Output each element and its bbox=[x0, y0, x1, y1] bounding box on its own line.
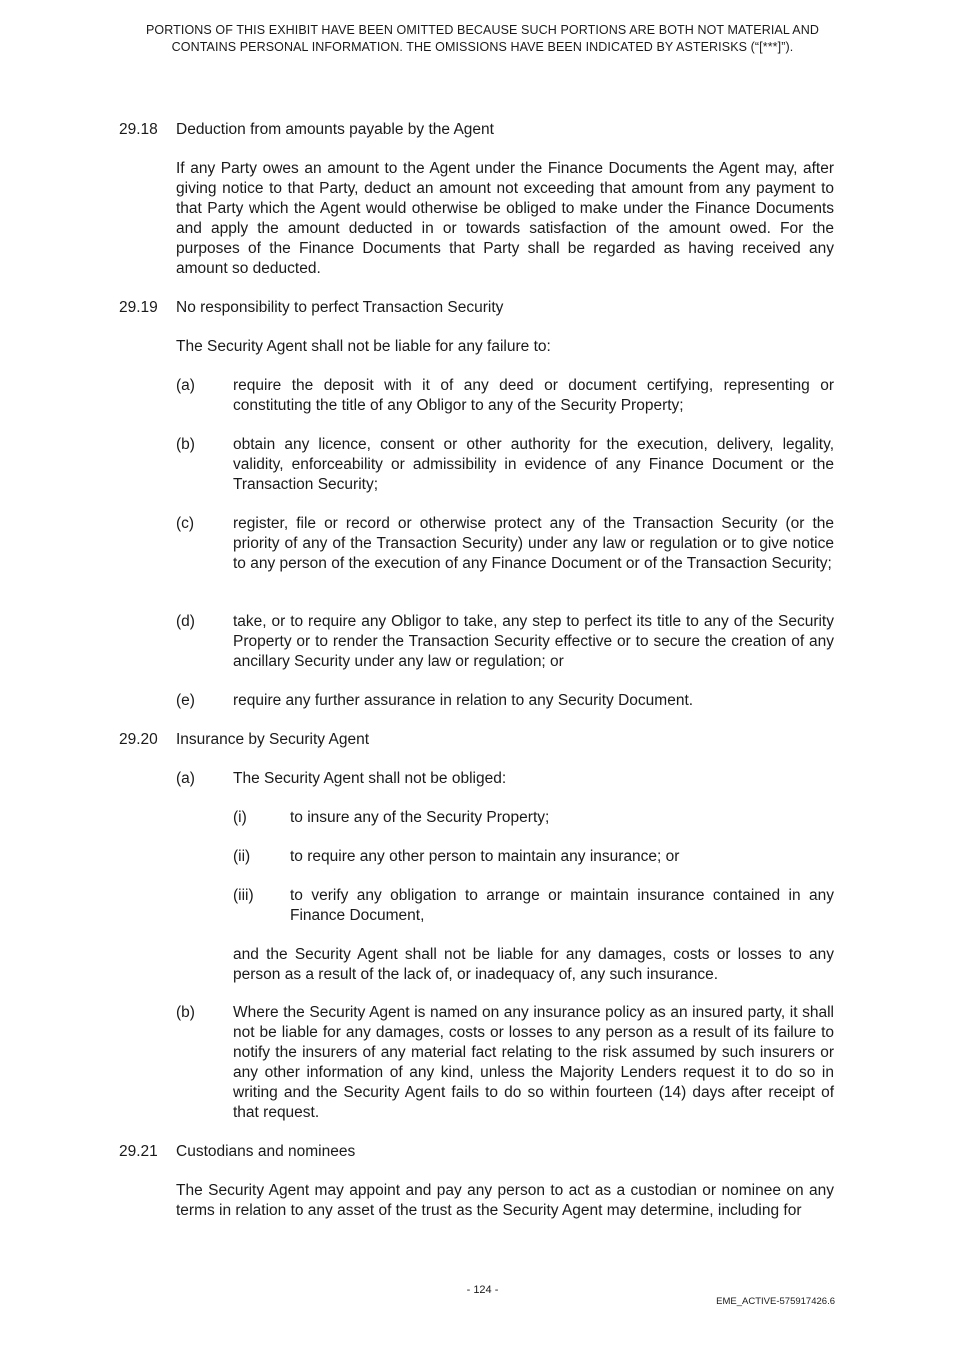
sublist-item-text: to insure any of the Security Property; bbox=[290, 809, 550, 826]
list-label: (a) bbox=[176, 770, 195, 787]
list-item-text: The Security Agent shall not be obliged: bbox=[233, 770, 507, 787]
section-title: Custodians and nominees bbox=[176, 1143, 356, 1160]
list-item-text: require any further assurance in relation to any Security Document. bbox=[233, 692, 694, 709]
section-body-29-18: If any Party owes an amount to the Agent under the Finance Documents the Agent may, after giving notice to that Party, deduct an amount not exceeding that amount from any payment to that Party which the Agent would otherwise be obliged to make under the Finance Documents and apply the amount deducted in or towards satisfaction of the amount owed. For the purposes of the Finance Documents that Party shall be regarded as having received any amount so deducted. bbox=[176, 160, 834, 277]
section-title: No responsibility to perfect Transaction Security bbox=[176, 299, 504, 316]
section-number: 29.19 bbox=[119, 299, 158, 316]
notice-line-2: CONTAINS PERSONAL INFORMATION. THE OMISSIONS HAVE BEEN INDICATED BY ASTERISKS (“[***]”). bbox=[171, 40, 794, 54]
section-body-29-21: The Security Agent may appoint and pay any person to act as a custodian or nominee on any terms in relation to any asset of the trust as the Security Agent may determine, including for bbox=[176, 1182, 834, 1219]
list-item-text: require the deposit with it of any deed or document certifying, representing or constituting the title of any Obligor to any of the Security Property; bbox=[233, 377, 834, 414]
section-number: 29.21 bbox=[119, 1143, 158, 1160]
section-number: 29.18 bbox=[119, 121, 158, 138]
section-title: Deduction from amounts payable by the Agent bbox=[176, 121, 494, 138]
sublist-label: (ii) bbox=[233, 848, 251, 865]
sublist-label: (iii) bbox=[233, 887, 254, 904]
list-label: (d) bbox=[176, 613, 195, 630]
list-label: (c) bbox=[176, 515, 195, 532]
list-item-text: Where the Security Agent is named on any insurance policy as an insured party, it shall not be liable for any damages, costs or losses to any person as a result of its failure to notify the insurers of any material fact relating to the risk assumed by such insurers or any other information of any kind, unless the Majority Lenders request it to do so in writing and the Security Agent fails to do so within fourteen (14) days after receipt of that request. bbox=[233, 1004, 834, 1121]
notice-line-1: PORTIONS OF THIS EXHIBIT HAVE BEEN OMITTED BECAUSE SUCH PORTIONS ARE BOTH NOT MATERIAL AND bbox=[145, 23, 819, 37]
section-heading-29-19 bbox=[119, 298, 503, 318]
sublist-item-text: to verify any obligation to arrange or maintain insurance contained in any Finance Document, bbox=[290, 887, 834, 924]
section-heading-29-20 bbox=[119, 730, 369, 750]
list-label: (b) bbox=[176, 1004, 195, 1021]
list-item-text: register, file or record or otherwise protect any of the Transaction Security (or the priority of any of the Transaction Security) under any law or regulation or to give notice to any person of the execution of any Finance Document or of the Transaction Security; bbox=[233, 515, 834, 572]
page-number: - 124 - bbox=[466, 1284, 499, 1296]
sublist-item-text: to require any other person to maintain any insurance; or bbox=[290, 848, 680, 865]
section-intro-29-19: The Security Agent shall not be liable for any failure to: bbox=[176, 338, 551, 355]
redaction-notice-header bbox=[120, 22, 845, 56]
section-heading-29-21 bbox=[119, 1142, 355, 1162]
document-reference: EME_ACTIVE-575917426.6 bbox=[716, 1296, 835, 1307]
list-label: (b) bbox=[176, 436, 195, 453]
section-heading-29-18 bbox=[119, 120, 494, 140]
section-number: 29.20 bbox=[119, 731, 158, 748]
section-title: Insurance by Security Agent bbox=[176, 731, 370, 748]
list-label: (a) bbox=[176, 377, 195, 394]
list-label: (e) bbox=[176, 692, 195, 709]
sublist-label: (i) bbox=[233, 809, 247, 826]
list-item-text: obtain any licence, consent or other authority for the execution, delivery, legality, validity, enforceability or admissibility in evidence of any Finance Document or the Transaction Security; bbox=[233, 436, 834, 493]
list-item-text: take, or to require any Obligor to take, any step to perfect its title to any of the Security Property or to render the Transaction Security effective or to secure the creation of any ancillary Security under any law or regulation; or bbox=[233, 613, 834, 670]
list-item-continuation: and the Security Agent shall not be liable for any damages, costs or losses to any person as a result of the lack of, or inadequacy of, any such insurance. bbox=[233, 946, 834, 983]
